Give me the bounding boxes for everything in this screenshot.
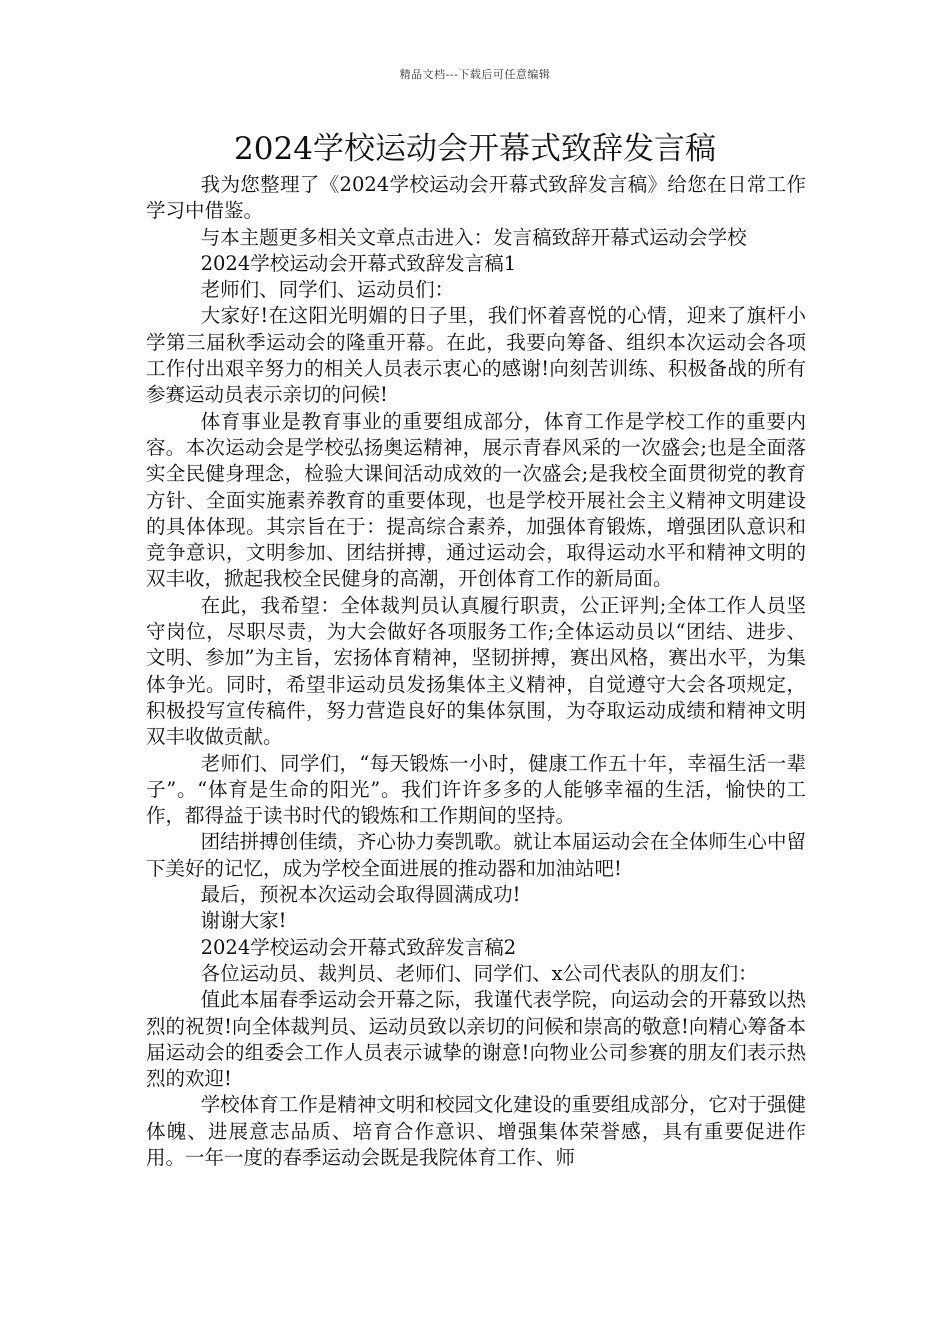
closing-line: 谢谢大家! bbox=[200, 909, 287, 933]
body-paragraph: 最后，预祝本次运动会取得圆满成功! bbox=[200, 883, 521, 907]
body-paragraph: 值此本届春季运动会开幕之际，我谨代表学院，向运动会的开幕致以热烈的祝贺!向全体裁判员、运动员致以亲切的问候和崇高的敬意!向精心筹备本届运动会的组委会工作人员表示诚挚的谢意!向物业公司参赛的朋友们表示热烈的欢迎! bbox=[146, 988, 806, 1091]
document-body bbox=[146, 172, 806, 1171]
related-links-paragraph: 与本主题更多相关文章点击进入：发言稿致辞开幕式运动会学校 bbox=[200, 225, 747, 249]
section-heading-2: 2024学校运动会开幕式致辞发言稿2 bbox=[200, 935, 517, 959]
document-title: 2024学校运动会开幕式致辞发言稿 bbox=[234, 131, 716, 167]
page-header: 精品文档---下载后可任意编辑 bbox=[399, 68, 551, 81]
salutation-2: 各位运动员、裁判员、老师们、同学们、x公司代表队的朋友们： bbox=[200, 961, 758, 985]
body-paragraph: 学校体育工作是精神文明和校园文化建设的重要组成部分，它对于强健体魄、进展意志品质、培育合作意识、增强集体荣誉感，具有重要促进作用。一年一度的春季运动会既是我院体育工作、师 bbox=[146, 1093, 806, 1169]
section-heading-1: 2024学校运动会开幕式致辞发言稿1 bbox=[200, 251, 517, 275]
intro-paragraph: 我为您整理了《2024学校运动会开幕式致辞发言稿》给您在日常工作学习中借鉴。 bbox=[146, 173, 806, 223]
body-paragraph: 在此，我希望：全体裁判员认真履行职责，公正评判;全体工作人员坚守岗位，尽职尽责，为大会做好各项服务工作;全体运动员以“团结、进步、文明、参加”为主旨，宏扬体育精神，坚韧拼搏，赛出风格，赛出水平，为集体争光。同时，希望非运动员发扬集体主义精神，自觉遵守大会各项规定，积极投写宣传稿件，努力营造良好的集体氛围，为夺取运动成绩和精神文明双丰收做贡献。 bbox=[146, 593, 806, 749]
body-paragraph: 体育事业是教育事业的重要组成部分，体育工作是学校工作的重要内容。本次运动会是学校弘扬奥运精神，展示青春风采的一次盛会;也是全面落实全民健身理念，检验大课间活动成效的一次盛会;是我校全面贯彻党的教育方针、全面实施素养教育的重要体现，也是学校开展社会主义精神文明建设的具体体现。其宗旨在于：提高综合素养，加强体育锻炼，增强团队意识和竞争意识，文明参加、团结拼搏，通过运动会，取得运动水平和精神文明的双丰收，掀起我校全民健身的高潮，开创体育工作的新局面。 bbox=[146, 409, 806, 591]
body-paragraph: 团结拼搏创佳绩，齐心协力奏凯歌。就让本届运动会在全体师生心中留下美好的记忆，成为学校全面进展的推动器和加油站吧! bbox=[146, 830, 806, 880]
body-paragraph: 大家好!在这阳光明媚的日子里，我们怀着喜悦的心情，迎来了旗杆小学第三届秋季运动会的隆重开幕。在此，我要向筹备、组织本次运动会各项工作付出艰辛努力的相关人员表示衷心的感谢!向刻苦训练、积极备战的所有参赛运动员表示亲切的问候! bbox=[146, 304, 806, 407]
body-paragraph: 老师们、同学们，“每天锻炼一小时，健康工作五十年，幸福生活一辈子”。“体育是生命的阳光”。我们许许多多的人能够幸福的生活，愉快的工作，都得益于读书时代的锻炼和工作期间的坚持。 bbox=[146, 751, 806, 828]
salutation-1: 老师们、同学们、运动员们： bbox=[200, 278, 455, 302]
